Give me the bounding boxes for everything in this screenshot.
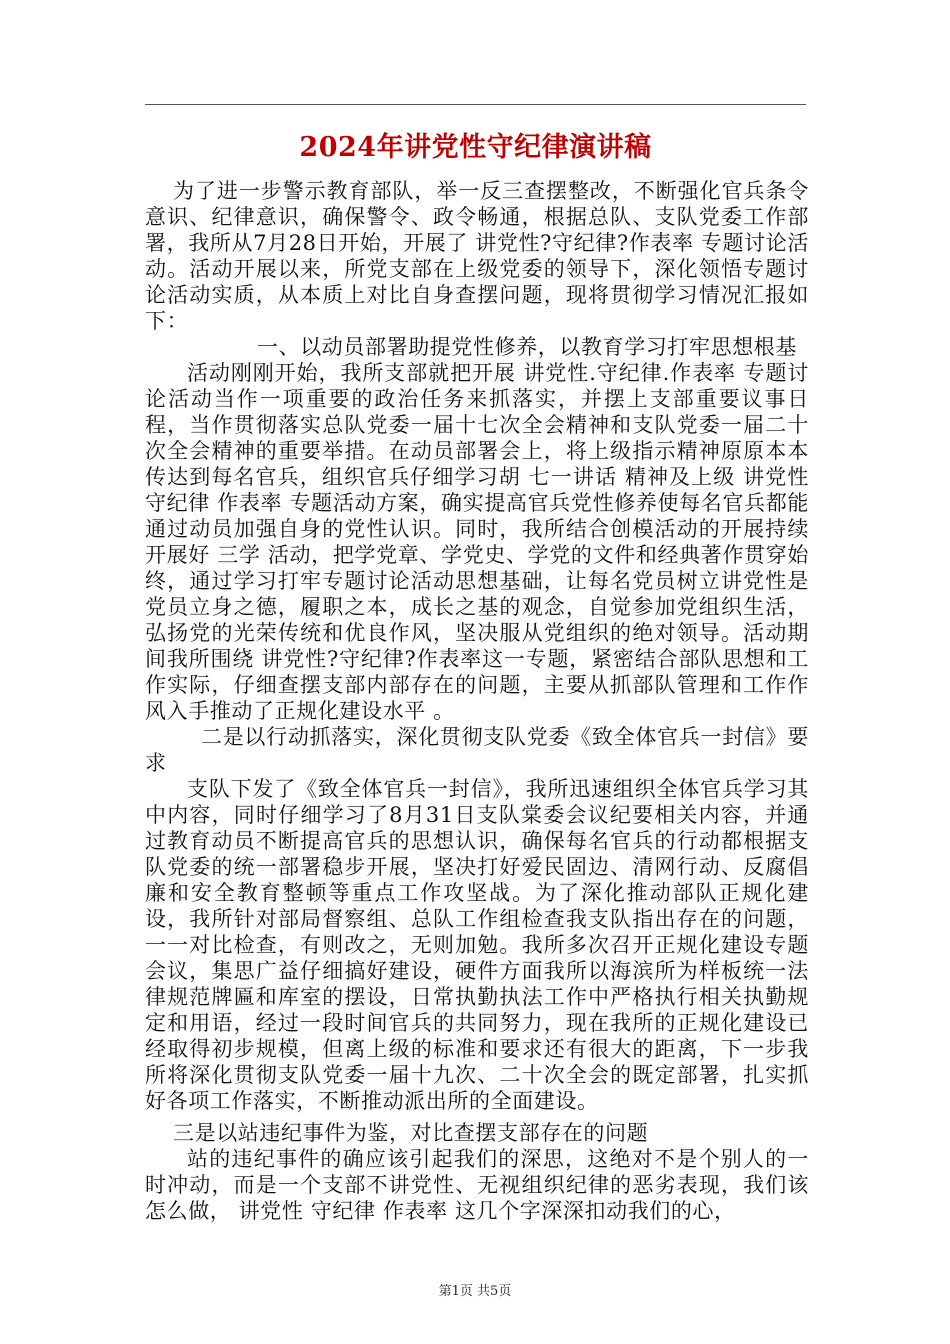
document-title: 2024年讲党性守纪律演讲稿 bbox=[299, 132, 652, 163]
document-body bbox=[145, 178, 809, 1224]
section-2-paragraph: 支队下发了《致全体官兵一封信》，我所迅速组织全体官兵学习其中内容，同时仔细学习了8月31日支队棠委会议纪要相关内容，并通过教育动员不断提高官兵的思想认识，确保每名官兵的行动都根据支队党委的统一部署稳步开展，坚决打好爱民固边、清网行动、反腐倡廉和安全教育整顿等重点工作攻坚战。为了深化推动部队正规化建设，我所针对部局督察组、总队工作组检查我支队指出存在的问题，一一对比检查，有则改之，无则加勉。我所多次召开正规化建设专题会议，集思广益仔细搞好建设，硬件方面我所以海滨所为样板统一法律规范牌匾和库室的摆设，日常执勤执法工作中严格执行相关执勤规定和用语，经过一段时间官兵的共同努力，现在我所的正规化建设已经取得初步规模，但离上级的标准和要求还有很大的距离，下一步我所将深化贯彻支队党委一届十九次、二十次全会的既定部署，扎实抓好各项工作落实，不断推动派出所的全面建设。 bbox=[145, 777, 809, 1113]
section-heading-2: 二是以行动抓落实，深化贯彻支队党委《致全体官兵一封信》要求 bbox=[145, 725, 809, 775]
page-footer: 第1页 共5页 bbox=[438, 1284, 512, 1299]
intro-paragraph: 为了进一步警示教育部队，举一反三查摆整改，不断强化官兵条令意识、纪律意识，确保警令、政令畅通，根据总队、支队党委工作部署，我所从7月28日开始，开展了 讲党性?守纪律?作表率 专题讨论活动。活动开展以来，所党支部在上级党委的领导下，深化领悟专题讨论活动实质，从本质上对比自身查摆问题，现将贯彻学习情况汇报如下： bbox=[145, 179, 809, 333]
section-heading-1: 一、以动员部署助提党性修养，以教育学习打牢思想根基 bbox=[257, 335, 797, 359]
section-1-paragraph: 活动刚刚开始，我所支部就把开展 讲党性.守纪律.作表率 专题讨论活动当作一项重要的政治任务来抓落实，并摆上支部重要议事日程，当作贯彻落实总队党委一届十七次全会精神和支队党委一届二十次全会精神的重要举措。在动员部署会上，将上级指示精神原原本本传达到每名官兵，组织官兵仔细学习胡 七一讲话 精神及上级 讲党性 守纪律 作表率 专题活动方案，确实提高官兵党性修养使每名官兵都能通过动员加强自身的党性认识。同时，我所结合创模活动的开展持续开展好 三学 活动，把学党章、学党史、学党的文件和经典著作贯穿始终，通过学习打牢专题讨论活动思想基础，让每名党员树立讲党性是党员立身之德，履职之本，成长之基的观念，自觉参加党组织生活，弘扬党的光荣传统和优良作风，坚决服从党组织的绝对领导。活动期间我所围绕 讲党性?守纪律?作表率这一专题，紧密结合部队思想和工作实际，仔细查摆支部内部存在的问题，主要从抓部队管理和工作作风入手推动了正规化建设水平 。 bbox=[145, 361, 809, 723]
section-3-paragraph: 站的违纪事件的确应该引起我们的深思，这绝对不是个别人的一时冲动，而是一个支部不讲党性、无视组织纪律的恶劣表现，我们该怎么做， 讲党性 守纪律 作表率 这几个字深深扣动我们的心， bbox=[145, 1147, 809, 1223]
section-heading-3: 三是以站违纪事件为鉴，对比查摆支部存在的问题 bbox=[173, 1121, 649, 1145]
header-rule bbox=[145, 104, 806, 105]
